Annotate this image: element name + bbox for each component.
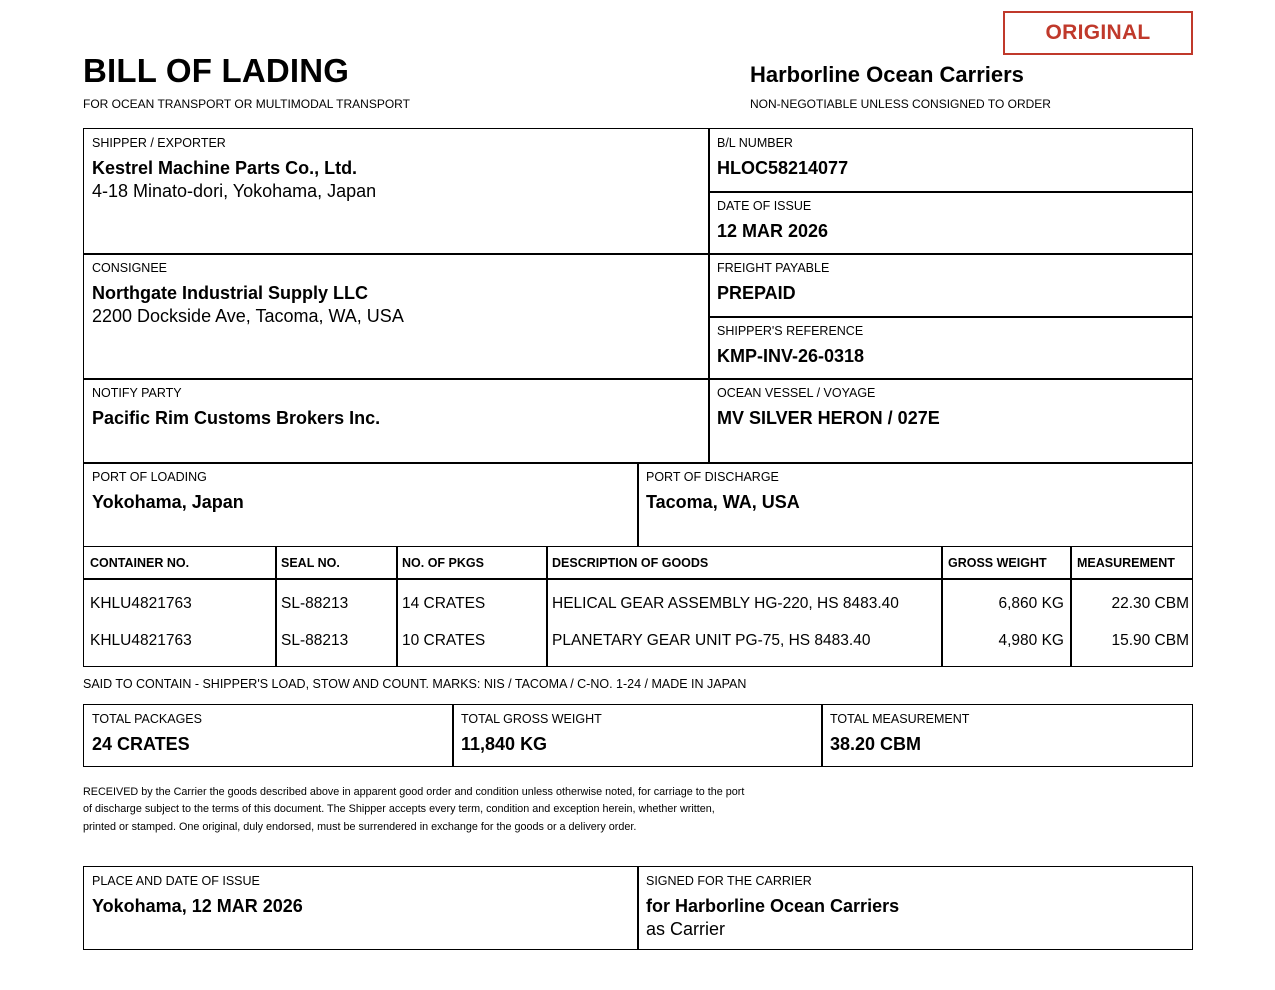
cell-description: HELICAL GEAR ASSEMBLY HG-220, HS 8483.40 bbox=[552, 595, 899, 612]
notify-party-section bbox=[84, 379, 708, 462]
total-measurement-value: 38.20 CBM bbox=[830, 734, 922, 754]
issue-signature-block bbox=[83, 866, 1193, 950]
signed-value: for Harborline Ocean Carriers bbox=[646, 896, 900, 916]
col-header-container-no: CONTAINER NO. bbox=[90, 556, 190, 570]
cell-seal-no: SL-88213 bbox=[281, 595, 349, 612]
cell-gross-weight: 4,980 KG bbox=[998, 632, 1064, 649]
date-of-issue-label: DATE OF ISSUE bbox=[717, 199, 812, 213]
total-packages-label: TOTAL PACKAGES bbox=[92, 712, 202, 726]
consignee-label: CONSIGNEE bbox=[92, 261, 168, 275]
port-of-discharge-value: Tacoma, WA, USA bbox=[646, 492, 800, 512]
shipper-address: 4-18 Minato-dori, Yokohama, Japan bbox=[92, 181, 377, 201]
carrier-name: Harborline Ocean Carriers bbox=[750, 62, 1024, 87]
col-header-description: DESCRIPTION OF GOODS bbox=[552, 556, 709, 570]
cell-seal-no: SL-88213 bbox=[281, 632, 349, 649]
cell-measurement: 15.90 CBM bbox=[1111, 632, 1189, 649]
terms-line: printed or stamped. One original, duly endorsed, must be surrendered in exchange for the goods or a delivery order. bbox=[83, 820, 637, 833]
signed-role: as Carrier bbox=[646, 919, 726, 939]
carrier-note: NON-NEGOTIABLE UNLESS CONSIGNED TO ORDER bbox=[750, 97, 1051, 111]
total-gross-weight-value: 11,840 KG bbox=[461, 734, 548, 754]
place-date-label: PLACE AND DATE OF ISSUE bbox=[92, 874, 260, 888]
original-stamp: ORIGINAL bbox=[1003, 11, 1193, 55]
total-gross-weight-label: TOTAL GROSS WEIGHT bbox=[461, 712, 602, 726]
col-header-measurement: MEASUREMENT bbox=[1077, 556, 1175, 570]
total-measurement-section bbox=[822, 705, 1192, 766]
document-subtitle: FOR OCEAN TRANSPORT OR MULTIMODAL TRANSPORT bbox=[83, 97, 410, 111]
consignee-name: Northgate Industrial Supply LLC bbox=[92, 283, 369, 303]
place-date-value: Yokohama, 12 MAR 2026 bbox=[92, 896, 303, 916]
col-header-gross-weight: GROSS WEIGHT bbox=[948, 556, 1047, 570]
shipper-reference-label: SHIPPER'S REFERENCE bbox=[717, 324, 864, 338]
cell-measurement: 22.30 CBM bbox=[1111, 595, 1189, 612]
total-measurement-label: TOTAL MEASUREMENT bbox=[830, 712, 970, 726]
cell-description: PLANETARY GEAR UNIT PG-75, HS 8483.40 bbox=[552, 632, 871, 649]
freight-value: PREPAID bbox=[717, 283, 796, 303]
freight-section bbox=[709, 254, 1192, 316]
date-of-issue-value: 12 MAR 2026 bbox=[717, 221, 829, 241]
terms-line: RECEIVED by the Carrier the goods described above in apparent good order and condition unless otherwise noted, for carriage to the port bbox=[83, 786, 745, 798]
vessel-section bbox=[709, 379, 1192, 462]
bl-number-value: HLOC58214077 bbox=[717, 158, 849, 178]
shipper-section bbox=[84, 129, 708, 253]
terms-line: of discharge subject to the terms of this document. The Shipper accepts every term, condition and exception herein, whether written, bbox=[83, 803, 715, 816]
parties-block bbox=[83, 128, 1193, 547]
shipper-name: Kestrel Machine Parts Co., Ltd. bbox=[92, 158, 358, 178]
col-header-no-of-pkgs: NO. OF PKGS bbox=[402, 556, 484, 570]
bl-number-label: B/L NUMBER bbox=[717, 136, 793, 150]
port-of-loading-value: Yokohama, Japan bbox=[92, 492, 244, 512]
terms-paragraph bbox=[83, 784, 803, 836]
signed-label: SIGNED FOR THE CARRIER bbox=[646, 874, 812, 888]
port-of-loading-section bbox=[84, 463, 637, 547]
port-of-discharge-label: PORT OF DISCHARGE bbox=[646, 470, 779, 484]
cell-container-no: KHLU4821763 bbox=[90, 595, 192, 612]
freight-label: FREIGHT PAYABLE bbox=[717, 261, 830, 275]
shipper-label: SHIPPER / EXPORTER bbox=[92, 136, 226, 150]
shipper-reference-value: KMP-INV-26-0318 bbox=[717, 346, 865, 366]
totals-block bbox=[83, 704, 1193, 767]
cell-container-no: KHLU4821763 bbox=[90, 632, 192, 649]
place-date-section bbox=[84, 867, 637, 949]
document-title: BILL OF LADING bbox=[83, 52, 350, 89]
port-of-discharge-section bbox=[638, 463, 1192, 547]
port-of-loading-label: PORT OF LOADING bbox=[92, 470, 207, 484]
total-gross-weight-section bbox=[453, 705, 821, 766]
date-of-issue-section bbox=[709, 192, 1192, 254]
signed-for-carrier-section bbox=[638, 867, 1192, 949]
vessel-value: MV SILVER HERON / 027E bbox=[717, 408, 940, 428]
vessel-label: OCEAN VESSEL / VOYAGE bbox=[717, 386, 876, 400]
cell-no-of-pkgs: 14 CRATES bbox=[402, 595, 486, 612]
cell-no-of-pkgs: 10 CRATES bbox=[402, 632, 486, 649]
total-packages-section bbox=[84, 705, 452, 766]
shipper-reference-section bbox=[709, 317, 1192, 379]
bl-number-section bbox=[709, 129, 1192, 191]
consignee-section bbox=[84, 254, 708, 378]
cell-gross-weight: 6,860 KG bbox=[998, 595, 1064, 612]
said-to-contain-note: SAID TO CONTAIN - SHIPPER'S LOAD, STOW AND COUNT. MARKS: NIS / TACOMA / C-NO. 1-24 / MADE IN JAPAN bbox=[83, 677, 747, 691]
col-header-seal-no: SEAL NO. bbox=[281, 556, 340, 570]
notify-party-name: Pacific Rim Customs Brokers Inc. bbox=[92, 408, 381, 428]
total-packages-value: 24 CRATES bbox=[92, 734, 190, 754]
consignee-address: 2200 Dockside Ave, Tacoma, WA, USA bbox=[92, 306, 404, 326]
notify-party-label: NOTIFY PARTY bbox=[92, 386, 182, 400]
